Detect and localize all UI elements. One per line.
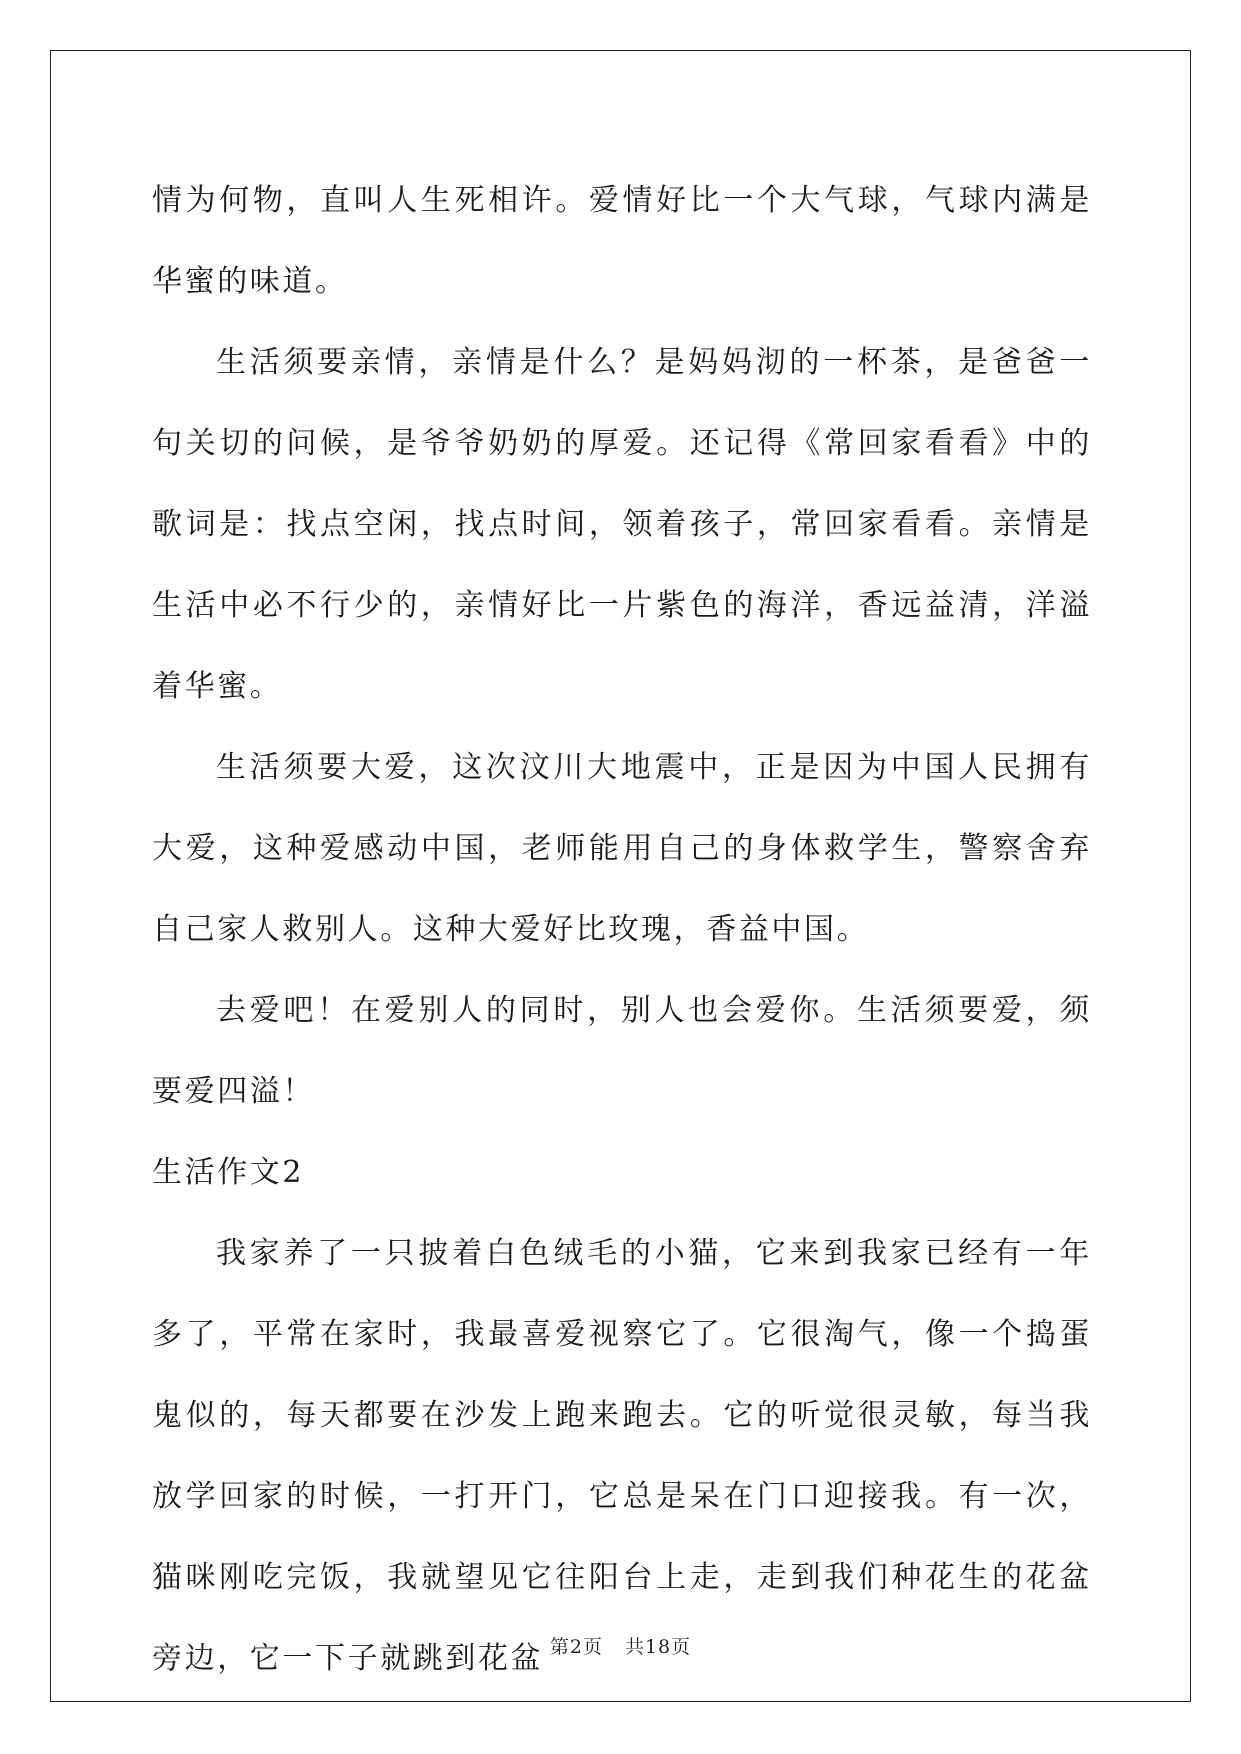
- paragraph-family-love: 生活须要亲情，亲情是什么？是妈妈沏的一杯茶，是爸爸一句关切的问候，是爷爷奶奶的厚爱。还记得《常回家看看》中的歌词是：找点空闲，找点时间，领着孩子，常回家看看。亲情是生活中必不行少的，亲情好比一片紫色的海洋，香远益清，洋溢着华蜜。: [152, 345, 1092, 704]
- page-footer: [0, 1632, 1241, 1659]
- paragraph-go-love: 去爱吧！在爱别人的同时，别人也会爱你。生活须要爱，须要爱四溢！: [152, 993, 1092, 1109]
- page-number: 第2页: [549, 1636, 603, 1658]
- paragraph-continuation: 情为何物，直叫人生死相许。爱情好比一个大气球，气球内满是华蜜的味道。: [152, 183, 1092, 299]
- paragraph-great-love: 生活须要大爱，这次汶川大地震中，正是因为中国人民拥有大爱，这种爱感动中国，老师能用自己的身体救学生，警察舍弃自己家人救别人。这种大爱好比玫瑰，香益中国。: [152, 750, 1092, 947]
- section-heading: 生活作文2: [152, 1155, 305, 1190]
- document-body: [152, 160, 1092, 1699]
- page-total: 共18页: [624, 1636, 692, 1658]
- paragraph-cat: 我家养了一只披着白色绒毛的小猫，它来到我家已经有一年多了，平常在家时，我最喜爱视察它了。它很淘气，像一个捣蛋鬼似的，每天都要在沙发上跑来跑去。它的听觉很灵敏，每当我放学回家的时候，一打开门，它总是呆在门口迎接我。有一次，猫咪刚吃完饭，我就望见它往阳台上走，走到我们种花生的花盆旁边，它一下子就跳到花盆: [152, 1236, 1092, 1676]
